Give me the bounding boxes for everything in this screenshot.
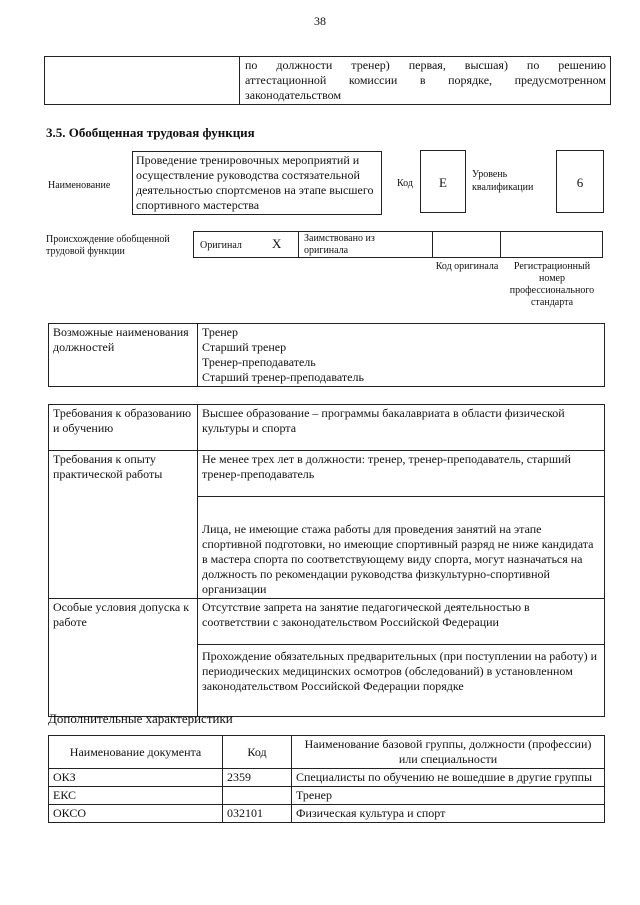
gtf-code-value: E bbox=[420, 150, 466, 213]
positions-label: Возможные наименования должностей bbox=[49, 324, 198, 387]
origin-divider bbox=[500, 232, 501, 257]
position-item: Тренер bbox=[202, 325, 238, 339]
requirements-table bbox=[48, 404, 605, 717]
section-title: 3.5. Обобщенная трудовая функция bbox=[46, 125, 255, 140]
education-value: Высшее образование – программы бакалавриата в области физической культуры и спорта bbox=[198, 405, 605, 451]
experience-value-2: Лица, не имеющие стажа работы для проведения занятий на этапе спортивной подготовки, но имеющие спортивный разряд не ниже кандидата в мастера спорта по соответствующему виду спорта, могут назначаться на должность по рекомендации руководства физкультурно-спортивной организации bbox=[198, 497, 605, 599]
additional-table bbox=[48, 735, 605, 823]
table-row bbox=[49, 769, 605, 787]
position-item: Старший тренер-преподаватель bbox=[202, 370, 364, 384]
education-label: Требования к образованию и обучению bbox=[49, 405, 198, 451]
top-table-line: аттестационной комиссии в порядке, предусмотренном bbox=[245, 73, 606, 87]
additional-cell: ОКЗ bbox=[49, 769, 223, 787]
gtf-level-value: 6 bbox=[556, 150, 604, 213]
origin-borrowed-label: Заимствовано из оригинала bbox=[304, 233, 375, 256]
positions-table bbox=[48, 323, 605, 387]
table-row bbox=[49, 805, 605, 823]
page-number: 38 bbox=[314, 14, 326, 28]
top-table-line: по должности тренер) первая, высшая) по решению bbox=[245, 58, 606, 72]
additional-header: Наименование документа bbox=[49, 736, 223, 769]
positions-list bbox=[198, 324, 605, 387]
top-table bbox=[44, 56, 611, 105]
gtf-name-label: Наименование bbox=[48, 180, 111, 191]
additional-header: Наименование базовой группы, должности (профессии) или специальности bbox=[292, 736, 605, 769]
additional-cell: Специалисты по обучению не вошедшие в другие группы bbox=[292, 769, 605, 787]
position-item: Тренер-преподаватель bbox=[202, 355, 316, 369]
additional-cell bbox=[223, 787, 292, 805]
gtf-name-value: Проведение тренировочных мероприятий и осуществление руководства состязательной деятельностью спортсменов на этапе высшего спортивного мастерства bbox=[132, 151, 382, 215]
origin-original-label: Оригинал bbox=[200, 240, 242, 251]
additional-cell: ОКСО bbox=[49, 805, 223, 823]
special-value-2: Прохождение обязательных предварительных (при поступлении на работу) и периодических медицинских осмотров (обследований) в установленном законодательством Российской Федерации порядке bbox=[198, 645, 605, 717]
top-table-divider bbox=[239, 57, 240, 104]
top-table-line: законодательством bbox=[245, 88, 342, 102]
special-value-1: Отсутствие запрета на занятие педагогической деятельностью в соответствии с законодательством Российской Федерации bbox=[198, 599, 605, 645]
additional-cell: 2359 bbox=[223, 769, 292, 787]
origin-divider bbox=[432, 232, 433, 257]
additional-cell: Физическая культура и спорт bbox=[292, 805, 605, 823]
additional-cell: Тренер bbox=[292, 787, 605, 805]
origin-row bbox=[193, 231, 603, 258]
special-label: Особые условия допуска к работе bbox=[49, 599, 198, 717]
code-original-caption: Код оригинала bbox=[435, 261, 499, 272]
reg-number-caption: Регистрационный номер профессионального стандарта bbox=[509, 261, 595, 308]
origin-divider bbox=[298, 232, 299, 257]
top-table-text bbox=[245, 58, 606, 103]
additional-cell: ЕКС bbox=[49, 787, 223, 805]
gtf-level-label: Уровень квалификации bbox=[472, 169, 534, 193]
origin-label: Происхождение обобщенной трудовой функции bbox=[46, 234, 170, 257]
gtf-code-label: Код bbox=[397, 178, 413, 189]
additional-title: Дополнительные характеристики bbox=[48, 711, 233, 726]
experience-value-1: Не менее трех лет в должности: тренер, тренер-преподаватель, старший тренер-преподаватель bbox=[198, 451, 605, 497]
additional-cell: 032101 bbox=[223, 805, 292, 823]
table-row bbox=[49, 787, 605, 805]
position-item: Старший тренер bbox=[202, 340, 287, 354]
additional-header: Код bbox=[223, 736, 292, 769]
experience-label: Требования к опыту практической работы bbox=[49, 451, 198, 599]
origin-original-mark: X bbox=[272, 236, 282, 251]
